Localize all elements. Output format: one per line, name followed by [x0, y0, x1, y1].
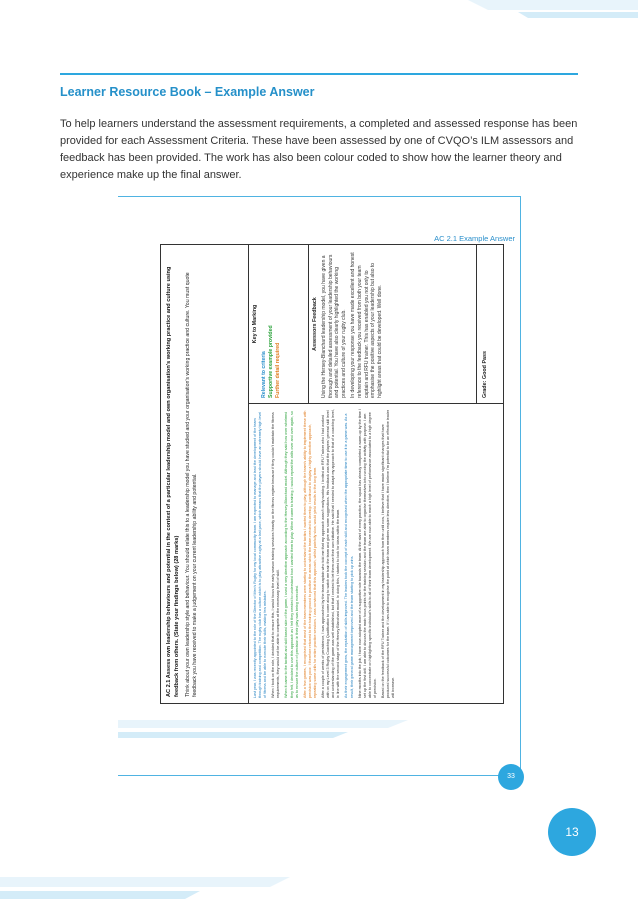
rotated-assessment-table	[160, 244, 504, 704]
intro-paragraph: To help learners understand the assessment requirements, a completed and assessed response has been provided for each Assessment Criteria. These have been assessed by one of CVQO’s ILM assessors and feedback has been provided. The work has also been colour coded to show how the learner theory and experience make up the final answer.	[60, 118, 578, 181]
page-heading: Learner Resource Book – Example Answer	[60, 85, 315, 99]
key-item-relevant: Relevant to criteria	[261, 351, 267, 398]
answer-paragraph: Based on the feedback of the RFU Trainer and the development in my leadership approach from then until now, I believe that I have made significant changes that have produced successful outcomes for the team. If I am able to recognise the point at which team members require less directive, then I believe I’m potential to be an effective leader will increase.	[380, 409, 396, 698]
top-rule	[60, 73, 578, 75]
answer-paragraph: After a few games, I recognised that most of the team members were starting to understand the tactics I wanted them to play, although the team’s ability to implement these with precision was poor. I therefore returned to the training ground to practise the areas which the team needed to develop. I continued to display a highly directive approach, repeating some drills for entire practice sessions. I was convinced that this approach, whilst painfully slow, would yield results in the long term.	[302, 410, 317, 698]
question-text: AC 2.1 Assess own leadership behaviours and potential in the context of a particular leadership model and own organisation’s working practice and culture using feedback from others. (State your findings below) (28 marks)	[166, 266, 180, 697]
feedback-title: Assessors Feedback	[312, 297, 318, 351]
marking-column	[249, 245, 503, 403]
answer-paragraph: When it came to the tactical and skill based side of the game, I used a very directive approach according to the Hersey-Blanchard model. Although they said how over whelmed they felt, I decided to use this approach as I felt they needed to understand how I wanted them to play. When it came to training, I would repeat the drills over and over again, so as to ensure the culture of precision in their play was being executed.	[284, 411, 299, 698]
page-number-badge: 13	[548, 808, 596, 856]
key-title: Key to Marking	[252, 304, 258, 344]
key-item-supportive: Supportive example provided	[268, 325, 274, 398]
answer-paragraph: When I took on the role, I decided that to ensure this, I would focus the early season training sessions heavily on the fitness regime because if they couldn’t maintain the fitness requirements, they would not be able to compete at the necessary level of skill.	[271, 412, 281, 698]
rotated-document-wrapper	[160, 244, 504, 704]
panel-title: AC 2.1 Example Answer	[434, 234, 515, 243]
assessors-feedback	[309, 245, 477, 403]
feedback-paragraph: In developing your response you have made excellent and honest reference to the feedback you received from both your team captain and RFU trainer. This has enabled you not only to emphasise the positive aspects of your leadership but also to highlight areas that could be developed. Well done.	[350, 252, 383, 398]
answer-paragraph: Last year, I was recently appointed to the role of the Director of Men’s Rugby for my local community team. I am expected to manage and lead the development of the team through training and competition. The rugby club has a culture which is to play attractive rugby at a fast pace, which means that the players should have an extremely high level of fitness and be able to execute their skills, making few mistakes.	[253, 411, 268, 698]
answer-paragraph: After a couple of weeks of persistence, I was approached by the team captain who told me that my approach wasn’t really working. I invited an RFU Trainer who I had worked with on my Level 3 Rugby Coaching Qualification to come along to watch me train the team and give me some suggestions. His feedback was that the players’ general skill level and understanding of the game was well established, but that I needed to let them use their own initiative. He said that I needed to adapt my approach to that of a coaching level, in line with the second stage of the Hersey Blanchard model. In doing this, I started to look for ideas within the team.	[321, 409, 341, 698]
grade-label: Grade: Good Pass	[482, 350, 488, 398]
key-to-marking	[249, 245, 309, 403]
panel-page-number: 33	[498, 764, 524, 790]
answer-paragraph: As their engagement grew, the reputation of skills improved. The leaders took the concept of each skill and recognised when the appropriate time to use it in a game was. As a result, their general game management improved and the team starting to pick up wins.	[344, 413, 354, 698]
top-accent-stripes	[428, 0, 638, 40]
question-cell	[161, 245, 249, 703]
bottom-accent-stripes	[0, 873, 290, 903]
panel-accent-stripes	[118, 714, 468, 744]
answer-paragraph: Nine months into the job, I have now adopted more of a supportive role towards the team. At the start of every practice, the squad has already completed a warm-up by the time I set up the first drill. I am able to discuss the main focus points for the training session and the team are able to organise themselves into running the activity with purpose. I am able to concentrate on highlighting specific individual’s skills to all of their team development. We are now able to reach a high level of performance associated to a high degree of precision.	[357, 409, 377, 698]
answer-cell	[249, 403, 503, 703]
example-answer-panel	[118, 196, 521, 780]
feedback-paragraph: Using the Hersey-Blanchard leadership model, you have given a thorough and detailed assessment of your leadership behaviours and potential. You have also clearly highlighted the working practices and culture of your rugby club.	[321, 254, 347, 398]
key-item-further: Further detail required	[275, 342, 281, 398]
brief-text: Think about your own leadership style and behaviour. You should relate this to a leadership model you have studied and your organisation’s working practice and culture. You must quote feedback you have received to make a judgement on your current leadership ability and potential.	[185, 272, 199, 697]
